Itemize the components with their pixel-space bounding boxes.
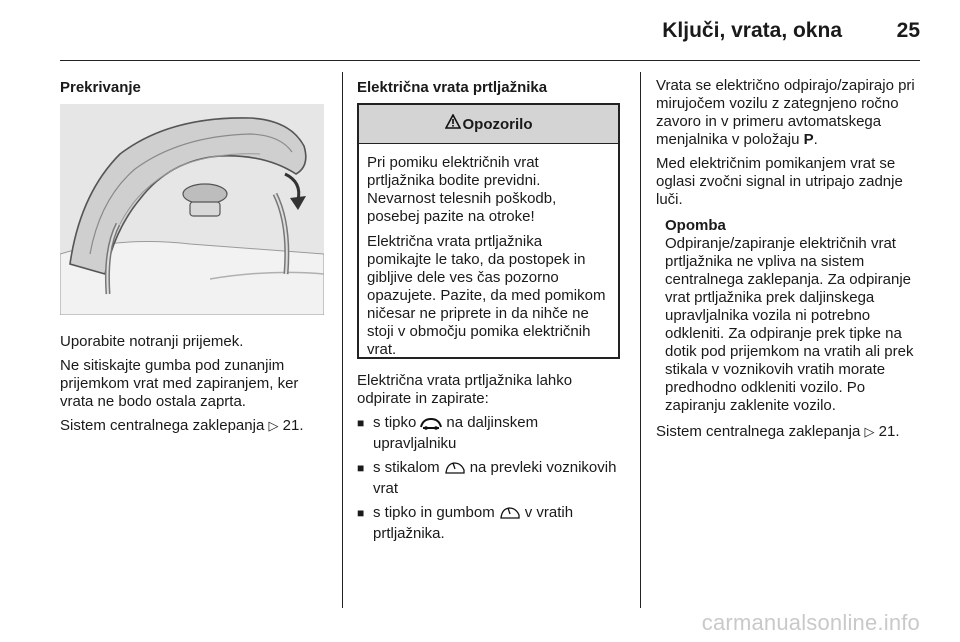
paragraph bbox=[656, 77, 924, 149]
column-divider bbox=[640, 72, 641, 608]
reference-page: 21. bbox=[282, 417, 304, 434]
header-rule bbox=[60, 60, 920, 61]
paragraph-text: . bbox=[813, 131, 818, 148]
warning-icon bbox=[445, 114, 461, 134]
list-item bbox=[357, 459, 625, 498]
tailgate-icon bbox=[498, 506, 522, 525]
reference-page: 21. bbox=[878, 423, 900, 440]
list-item-text: s stikalom bbox=[373, 459, 440, 476]
operation-list bbox=[357, 414, 625, 543]
warning-header bbox=[359, 105, 618, 144]
page-ref-arrow-icon: ▷ bbox=[268, 418, 279, 433]
note-paragraph: Odpiranje/zapiranje električnih vrat prtljažnika ne vpliva na sistem centralnega zaklepanja. Za odpiranje vrat prtljažnika prek daljinskega upravljalnika vozila ni potrebno odkleniti. Za odpiranje prek tipke na dotik pod prijemkom na vratih ali prek stikala v voznikovih vratih morate predhodno odkleniti vozilo. Po zapiranju zaklenite vozilo. bbox=[665, 235, 914, 414]
cross-reference bbox=[656, 423, 924, 441]
paragraph: Ne sitiskajte gumba pod zunanjim prijemkom vrat med zapiranjem, ker vrata ne bodo ostala zaprta. bbox=[60, 357, 299, 410]
tailgate-illustration bbox=[60, 104, 324, 315]
paragraph: Električna vrata prtljažnika lahko odpirate in zapirate: bbox=[357, 372, 573, 407]
paragraph: Med električnim pomikanjem vrat se oglasi zvočni signal in utripajo zadnje luči. bbox=[656, 155, 903, 208]
section-heading-prekrivanje: Prekrivanje bbox=[60, 79, 141, 96]
reference-text: Sistem centralnega zaklepanja bbox=[656, 423, 861, 440]
bullet-icon: ■ bbox=[357, 506, 365, 520]
list-item-text: na daljinskem upravljalniku bbox=[373, 414, 539, 452]
list-item-text: s tipko in gumbom bbox=[373, 504, 495, 521]
paragraph-text: Vrata se električno odpirajo/zapirajo pri mirujočem vozilu z zategnjeno ročno zavoro in v primeru avtomatskega menjalnika v položaju bbox=[656, 77, 915, 148]
warning-title: Opozorilo bbox=[462, 115, 533, 133]
reference-text: Sistem centralnega zaklepanja bbox=[60, 417, 265, 434]
page-ref-arrow-icon: ▷ bbox=[864, 424, 875, 439]
list-item-text: na prevleki voznikovih vrat bbox=[373, 459, 617, 497]
list-item-text: s tipko bbox=[373, 414, 417, 431]
note-title: Opomba bbox=[665, 217, 726, 234]
bullet-icon: ■ bbox=[357, 416, 365, 430]
page-number: 25 bbox=[896, 19, 920, 42]
section-heading-tailgate: Električna vrata prtljažnika bbox=[357, 79, 548, 96]
paragraph: Uporabite notranji prijemek. bbox=[60, 333, 244, 350]
gear-position-label: P bbox=[803, 131, 814, 148]
cross-reference bbox=[60, 417, 328, 435]
list-item-text: v vratih prtljažnika. bbox=[373, 504, 574, 542]
warning-box bbox=[357, 103, 620, 359]
page-header-title: Ključi, vrata, okna bbox=[662, 19, 842, 42]
note-block bbox=[656, 217, 924, 415]
remote-key-icon bbox=[419, 416, 443, 435]
warning-paragraph: Električna vrata prtljažnika pomikajte le tako, da postopek in gibljive dele ves čas pozorno opazujete. Pazite, da med pomikom ničesar ne priprete in da nihče ne stoji v območju pomika električnih vrat. bbox=[367, 233, 606, 358]
warning-paragraph: Pri pomiku električnih vrat prtljažnika bodite previdni. Nevarnost telesnih poškodb, posebej pazite na otroke! bbox=[367, 154, 557, 225]
list-item bbox=[357, 414, 625, 453]
column-divider bbox=[342, 72, 343, 608]
list-item bbox=[357, 504, 625, 543]
bullet-icon: ■ bbox=[357, 461, 365, 475]
watermark: carmanualsonline.info bbox=[701, 610, 920, 635]
tailgate-icon bbox=[443, 461, 467, 480]
